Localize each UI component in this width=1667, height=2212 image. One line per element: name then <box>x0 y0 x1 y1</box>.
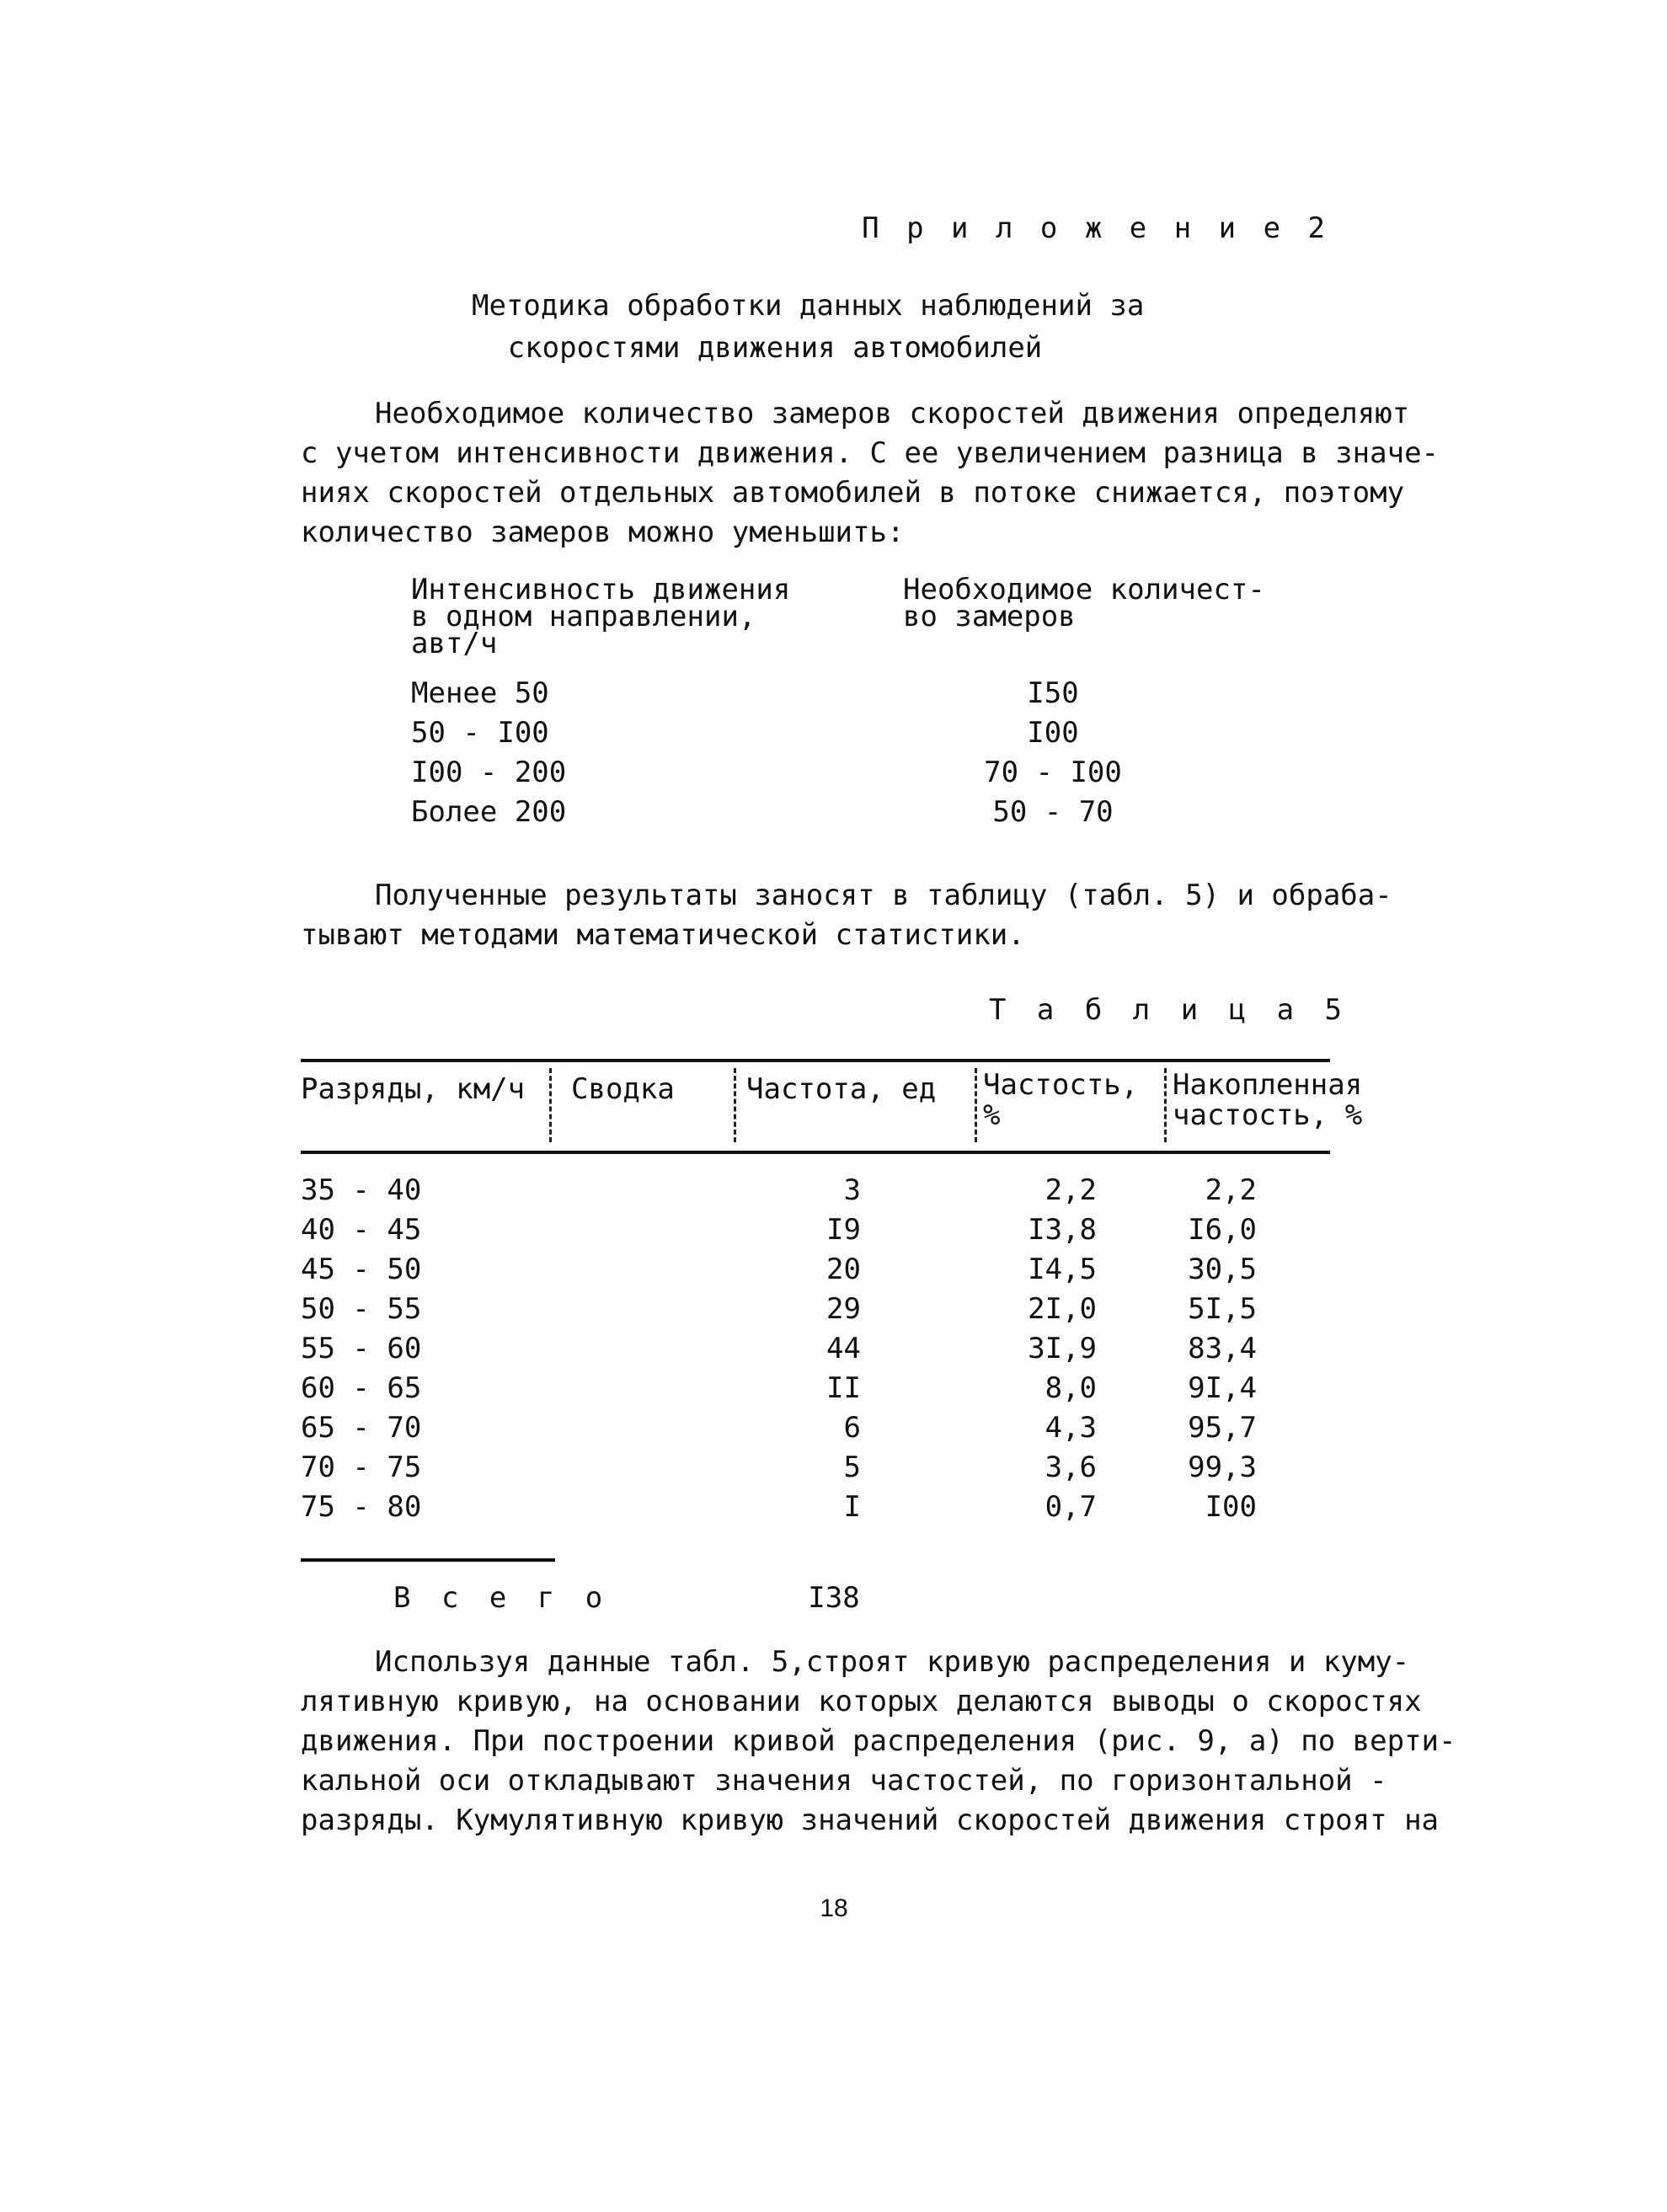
intro-line: Необходимое количество замеров скоростей движения определяют <box>375 397 1410 430</box>
column-divider <box>1164 1068 1167 1142</box>
header-line: частость, % <box>1173 1098 1363 1132</box>
header-relative-frequency <box>983 1070 1138 1130</box>
row-range: 75 - 80 <box>301 1490 422 1524</box>
results-line: Полученные результаты заносят в таблицу (табл. 5) и обраба- <box>375 879 1392 912</box>
row-range: 70 - 75 <box>301 1451 422 1484</box>
row-cumulative: 83,4 <box>1188 1332 1257 1365</box>
intensity-header-right <box>903 573 1265 633</box>
header-summary: Сводка <box>571 1072 675 1106</box>
header-line: Накопленная <box>1173 1068 1363 1102</box>
row-cumulative: I00 <box>1205 1490 1257 1524</box>
header-cumulative <box>1173 1070 1362 1130</box>
row-cumulative: 99,3 <box>1188 1451 1257 1484</box>
intensity-header-left-line: Интенсивность движения <box>411 573 791 606</box>
row-frequency: II <box>826 1371 861 1405</box>
intensity-count: I50 <box>1027 676 1079 710</box>
header-categories: Разряды, км/ч <box>301 1072 526 1106</box>
conclusion-line: лятивную кривую, на основании которых делаются выводы о скоростях <box>301 1685 1422 1718</box>
conclusion-line: кальной оси откладывают значения частостей, по горизонтальной - <box>301 1764 1387 1798</box>
row-cumulative: 95,7 <box>1188 1411 1257 1445</box>
row-frequency: 5 <box>843 1451 861 1484</box>
row-relative: 2,2 <box>1045 1173 1097 1207</box>
intensity-count: I00 <box>1027 716 1079 750</box>
row-cumulative: 5I,5 <box>1188 1292 1257 1326</box>
column-divider <box>975 1068 977 1142</box>
appendix-label: П р и л о ж е н и е 2 <box>862 211 1330 245</box>
total-value: I38 <box>808 1581 860 1615</box>
row-relative: 8,0 <box>1045 1371 1097 1405</box>
intensity-range: 50 - I00 <box>411 716 549 750</box>
intensity-header-right-line: Необходимое количест- <box>903 573 1265 606</box>
intensity-range: Более 200 <box>411 795 567 829</box>
total-label: В с е г о <box>393 1581 610 1615</box>
section-title-line-2: скоростями движения автомобилей <box>507 331 1043 365</box>
row-relative: 3,6 <box>1045 1451 1097 1484</box>
header-line: % <box>983 1098 1001 1132</box>
row-frequency: I <box>843 1490 861 1524</box>
column-divider <box>549 1068 552 1142</box>
row-frequency: I9 <box>826 1213 861 1247</box>
row-relative: 0,7 <box>1045 1490 1097 1524</box>
row-frequency: 3 <box>843 1173 861 1207</box>
row-range: 40 - 45 <box>301 1213 422 1247</box>
intro-line: количество замеров можно уменьшить: <box>301 516 905 549</box>
row-range: 65 - 70 <box>301 1411 422 1445</box>
row-frequency: 44 <box>826 1332 861 1365</box>
conclusion-line: разряды. Кумулятивную кривую значений скоростей движения строят на <box>301 1803 1440 1837</box>
results-paragraph <box>301 876 1392 955</box>
row-frequency: 29 <box>826 1292 861 1326</box>
conclusion-line: движения. При построении кривой распределения (рис. 9, а) по верти- <box>301 1724 1456 1758</box>
table-caption: Т а б л и ц а 5 <box>988 993 1349 1027</box>
row-range: 50 - 55 <box>301 1292 422 1326</box>
intro-line: с учетом интенсивности движения. С ее увеличением разница в значе- <box>301 436 1440 470</box>
intensity-header-left <box>411 573 791 660</box>
table-top-rule <box>301 1059 1330 1062</box>
conclusion-line: Используя данные табл. 5,строят кривую распределения и куму- <box>375 1645 1410 1679</box>
intensity-range: Менее 50 <box>411 676 549 710</box>
row-cumulative: 9I,4 <box>1188 1371 1257 1405</box>
intro-paragraph <box>301 394 1439 553</box>
total-rule <box>301 1558 555 1562</box>
intensity-header-left-line: авт/ч <box>411 627 498 660</box>
intensity-range: I00 - 200 <box>411 756 567 789</box>
row-relative: 2I,0 <box>1028 1292 1097 1326</box>
row-cumulative: 2,2 <box>1205 1173 1257 1207</box>
row-frequency: 6 <box>843 1411 861 1445</box>
header-line: Частость, <box>983 1068 1139 1102</box>
intensity-count: 70 - I00 <box>984 756 1122 789</box>
intro-line: ниях скоростей отдельных автомобилей в потоке снижается, поэтому <box>301 476 1405 510</box>
row-relative: 4,3 <box>1045 1411 1097 1445</box>
row-relative: 3I,9 <box>1028 1332 1097 1365</box>
results-line: тывают методами математической статистики. <box>301 918 1025 952</box>
table-header-rule <box>301 1151 1330 1154</box>
header-frequency: Частота, ед <box>746 1072 937 1106</box>
conclusion-paragraph <box>301 1643 1456 1841</box>
row-cumulative: I6,0 <box>1188 1213 1257 1247</box>
row-frequency: 20 <box>826 1253 861 1286</box>
intensity-header-right-line: во замеров <box>903 600 1076 633</box>
row-cumulative: 30,5 <box>1188 1253 1257 1286</box>
row-relative: I4,5 <box>1028 1253 1097 1286</box>
intensity-count: 50 - 70 <box>992 795 1114 829</box>
column-divider <box>734 1068 736 1142</box>
section-title-line-1: Методика обработки данных наблюдений за <box>472 289 1145 323</box>
row-range: 45 - 50 <box>301 1253 422 1286</box>
row-relative: I3,8 <box>1028 1213 1097 1247</box>
row-range: 60 - 65 <box>301 1371 422 1405</box>
page-number: 18 <box>820 1894 848 1922</box>
intensity-header-left-line: в одном направлении, <box>411 600 756 633</box>
row-range: 55 - 60 <box>301 1332 422 1365</box>
row-range: 35 - 40 <box>301 1173 422 1207</box>
